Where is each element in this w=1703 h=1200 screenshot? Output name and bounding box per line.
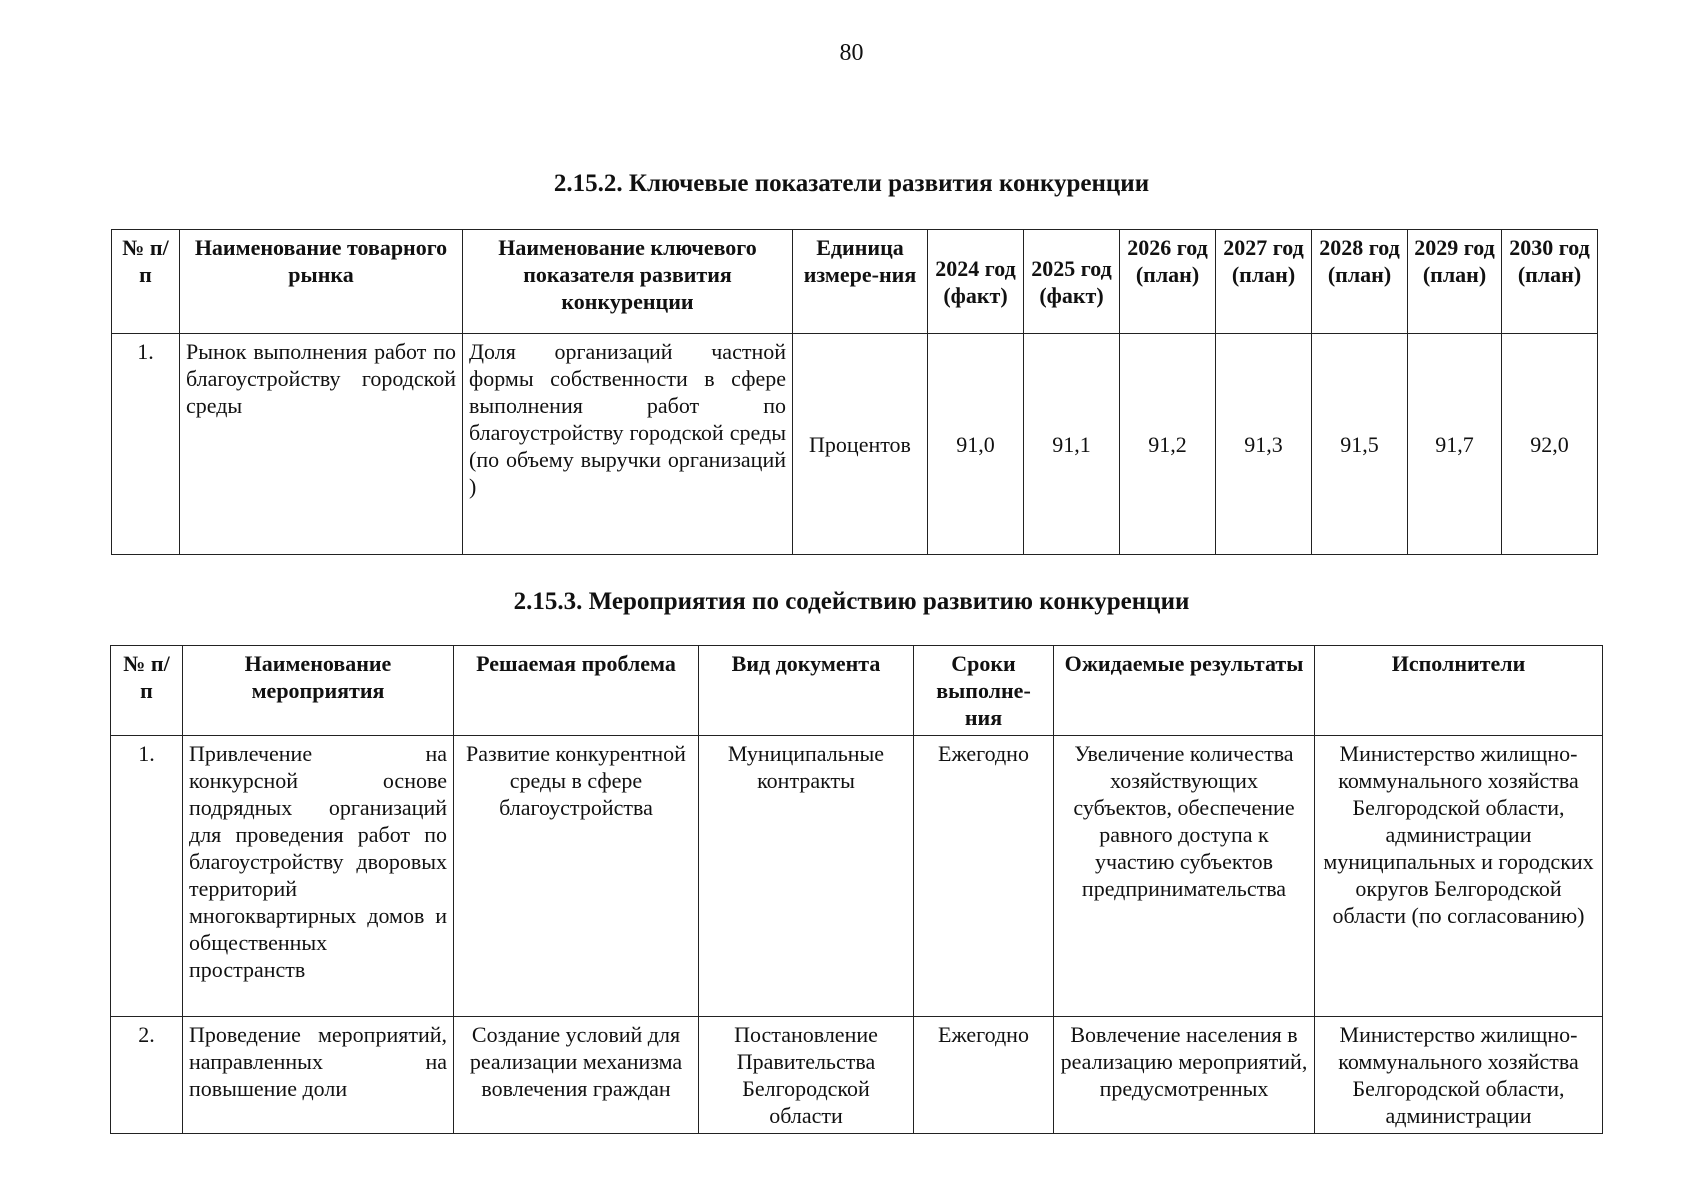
value-2026: 91,2 [1120, 334, 1216, 555]
value-2024: 91,0 [928, 334, 1024, 555]
row-number: 1. [111, 736, 183, 1017]
header-cell: Ожидаемые результаты [1054, 646, 1315, 736]
value-2029: 91,7 [1408, 334, 1502, 555]
header-cell: Исполнители [1315, 646, 1603, 736]
expected-results: Вовлечение населения в реализацию мероприятий, предусмотренных [1054, 1017, 1315, 1134]
executors-cell: Министерство жилищно-коммунального хозяйства Белгородской области, администрации муниципальных и городских округов Белгородской области (по согласованию) [1315, 736, 1603, 1017]
header-cell: 2030 год (план) [1502, 230, 1598, 334]
section-title-measures: 2.15.3. Мероприятия по содействию развитию конкуренции [513, 588, 1190, 615]
unit-cell: Процентов [793, 334, 928, 555]
indicator-name: Доля организаций частной формы собственности в сфере выполнения работ по благоустройству городской среды (по объему выручки организаций ) [463, 334, 793, 555]
document-type: Постановление Правительства Белгородской области [699, 1017, 914, 1134]
value-2025: 91,1 [1024, 334, 1120, 555]
table-header-row [111, 646, 1603, 736]
header-cell: Наименование товарного рынка [180, 230, 463, 334]
header-cell: 2025 год (факт) [1024, 230, 1120, 334]
header-cell: 2027 год (план) [1216, 230, 1312, 334]
key-indicators-table [111, 229, 1598, 555]
problem-cell: Развитие конкурентной среды в сфере благоустройства [454, 736, 699, 1017]
table-header-row [112, 230, 1598, 334]
header-cell: № п/п [112, 230, 180, 334]
header-cell: 2026 год (план) [1120, 230, 1216, 334]
value-2027: 91,3 [1216, 334, 1312, 555]
measures-table [110, 645, 1603, 1134]
header-cell: 2024 год (факт) [928, 230, 1024, 334]
term-cell: Ежегодно [914, 1017, 1054, 1134]
table-row [111, 1017, 1603, 1134]
header-cell: 2028 год (план) [1312, 230, 1408, 334]
header-cell: Единица измере-ния [793, 230, 928, 334]
header-cell: № п/п [111, 646, 183, 736]
header-cell: 2029 год (план) [1408, 230, 1502, 334]
section-title-key-indicators: 2.15.2. Ключевые показатели развития конкуренции [553, 170, 1150, 197]
problem-cell: Создание условий для реализации механизма вовлечения граждан [454, 1017, 699, 1134]
market-name: Рынок выполнения работ по благоустройству городской среды [180, 334, 463, 555]
executors-cell: Министерство жилищно-коммунального хозяйства Белгородской области, администрации [1315, 1017, 1603, 1134]
header-cell: Сроки выполне-ния [914, 646, 1054, 736]
header-cell: Наименование ключевого показателя развития конкуренции [463, 230, 793, 334]
value-2030: 92,0 [1502, 334, 1598, 555]
page-number: 80 [839, 40, 864, 66]
row-number: 1. [112, 334, 180, 555]
table-row [112, 334, 1598, 555]
expected-results: Увеличение количества хозяйствующих субъектов, обеспечение равного доступа к участию субъектов предпринимательства [1054, 736, 1315, 1017]
row-number: 2. [111, 1017, 183, 1134]
value-2028: 91,5 [1312, 334, 1408, 555]
measure-name: Привлечение на конкурсной основе подрядных организаций для проведения работ по благоустройству дворовых территорий многоквартирных домов и общественных пространств [183, 736, 454, 1017]
header-cell: Решаемая проблема [454, 646, 699, 736]
header-cell: Вид документа [699, 646, 914, 736]
measure-name: Проведение мероприятий, направленных на повышение доли [183, 1017, 454, 1134]
document-type: Муниципальные контракты [699, 736, 914, 1017]
table-row [111, 736, 1603, 1017]
term-cell: Ежегодно [914, 736, 1054, 1017]
header-cell: Наименование мероприятия [183, 646, 454, 736]
